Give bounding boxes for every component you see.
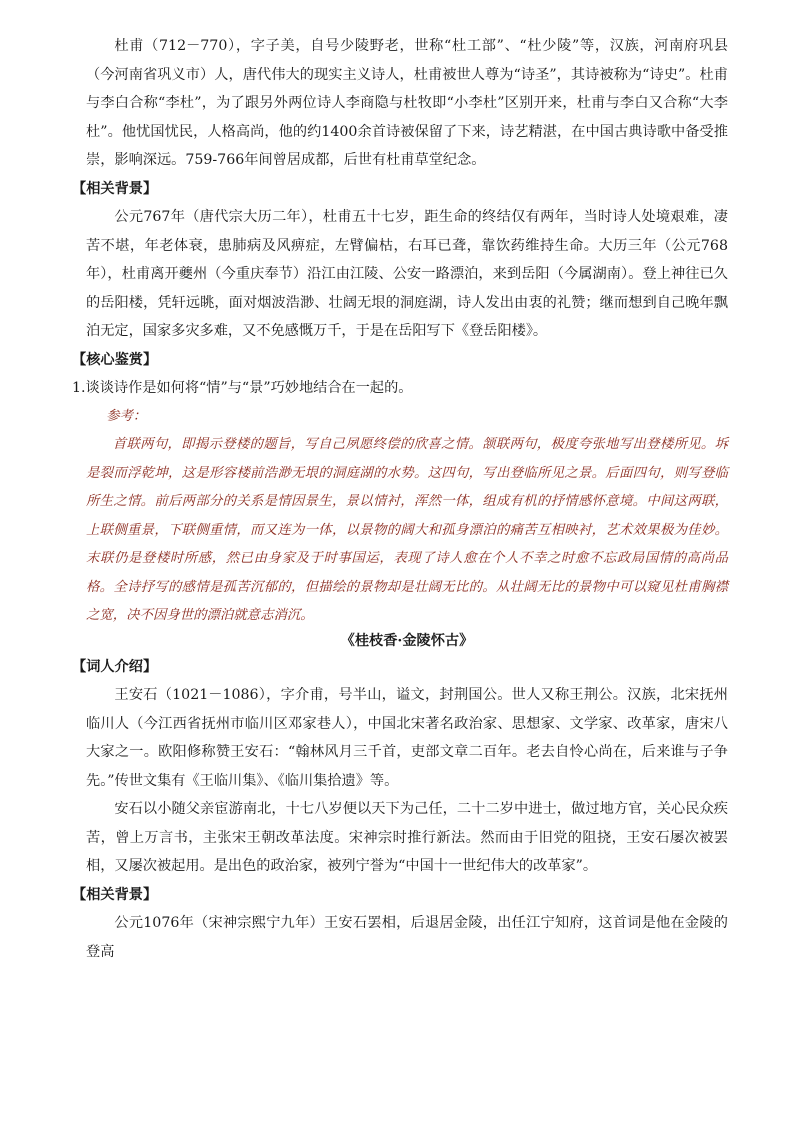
du-fu-appreciation-heading: 【核心鉴赏】	[72, 351, 158, 368]
du-fu-background: 公元767年（唐代宗大历二年），杜甫五十七岁，距生命的终结仅有两年，当时诗人处境艰难，凄苦不堪，年老体衰，患肺病及风痹症，左臂偏枯，右耳已聋，靠饮药维持生命。大历三年（公元768年），杜甫离开夔州（今重庆奉节）沿江由江陵、公安一路漂泊，来到岳阳（今属湖南）。登上神往已久的岳阳楼，凭轩远眺，面对烟波浩渺、壮阔无垠的洞庭湖，诗人发出由衷的礼赞；继而想到自己晚年飘泊无定，国家多灾多难，又不免感慨万千，于是在岳阳写下《登岳阳楼》。	[86, 209, 728, 339]
wang-anshi-bio: 安石以小随父亲宦游南北，十七八岁便以天下为己任，二十二岁中进士，做过地方官，关心民众疾苦，曾上万言书，主张宋王朝改革法度。宋神宗时推行新法。然而由于旧党的阻挠，王安石屡次被罢相，又屡次被起用。是出色的政治家，被列宁誉为“中国十一世纪伟大的改革家”。	[86, 801, 728, 874]
wang-anshi-background-heading: 【相关背景】	[72, 886, 158, 903]
wang-anshi-poet-heading: 【词人介绍】	[72, 658, 158, 675]
wang-anshi-background: 公元1076年（宋神宗熙宁九年）王安石罢相，后退居金陵，出任江宁知府，这首词是他在金陵的登高	[86, 915, 728, 960]
reference-answer: 首联两句，即揭示登楼的题旨，写自己夙愿终偿的欣喜之情。颔联两句，极度夸张地写出登楼所见。坼是裂而浮乾坤，这是形容楼前浩渺无垠的洞庭湖的水势。这四句，写出登临所见之景。后面四句，则写登临所生之情。前后两部分的关系是情因景生，景以情衬，浑然一体，组成有机的抒情感怀意境。中间这两联，上联侧重景，下联侧重情，而又连为一体，以景物的阔大和孤身漂泊的痛苦互相映衬，艺术效果极为佳妙。末联仍是登楼时所感，然已由身家及于时事国运，表现了诗人愈在个人不幸之时愈不忘政局国情的高尚品格。全诗抒写的感情是孤苦沉郁的，但描绘的景物却是壮阔无比的。从壮阔无比的景物中可以窥见杜甫胸襟之宽，决不因身世的漂泊就意志消沉。	[86, 437, 728, 623]
poem-title: 《桂枝香·金陵怀古》	[340, 632, 474, 649]
wang-anshi-intro: 王安石（1021－1086），字介甫，号半山，谥文，封荆国公。世人又称王荆公。汉族，北宋抚州临川人（今江西省抚州市临川区邓家巷人），中国北宋著名政治家、思想家、文学家、改革家，唐宋八大家之一。欧阳修称赞王安石：“翰林风月三千首，吏部文章二百年。老去自怜心尚在，后来谁与子争先。”传世文集有《王临川集》、《临川集拾遗》等。	[86, 687, 728, 789]
appreciation-question: 1.谈谈诗作是如何将“情”与“景”巧妙地结合在一起的。	[72, 380, 413, 396]
du-fu-background-heading: 【相关背景】	[72, 180, 158, 197]
reference-label: 参考：	[106, 408, 147, 424]
du-fu-intro: 杜甫（712－770），字子美，自号少陵野老，世称“杜工部”、“杜少陵”等，汉族，河南府巩县（今河南省巩义市）人，唐代伟大的现实主义诗人，杜甫被世人尊为“诗圣”，其诗被称为“诗史”。杜甫与李白合称“李杜”，为了跟另外两位诗人李商隐与杜牧即“小李杜”区别开来，杜甫与李白又合称“大李杜”。他忧国忧民，人格高尚，他的约1400余首诗被保留了下来，诗艺精湛，在中国古典诗歌中备受推崇，影响深远。759-766年间曾居成都，后世有杜甫草堂纪念。	[86, 38, 728, 168]
